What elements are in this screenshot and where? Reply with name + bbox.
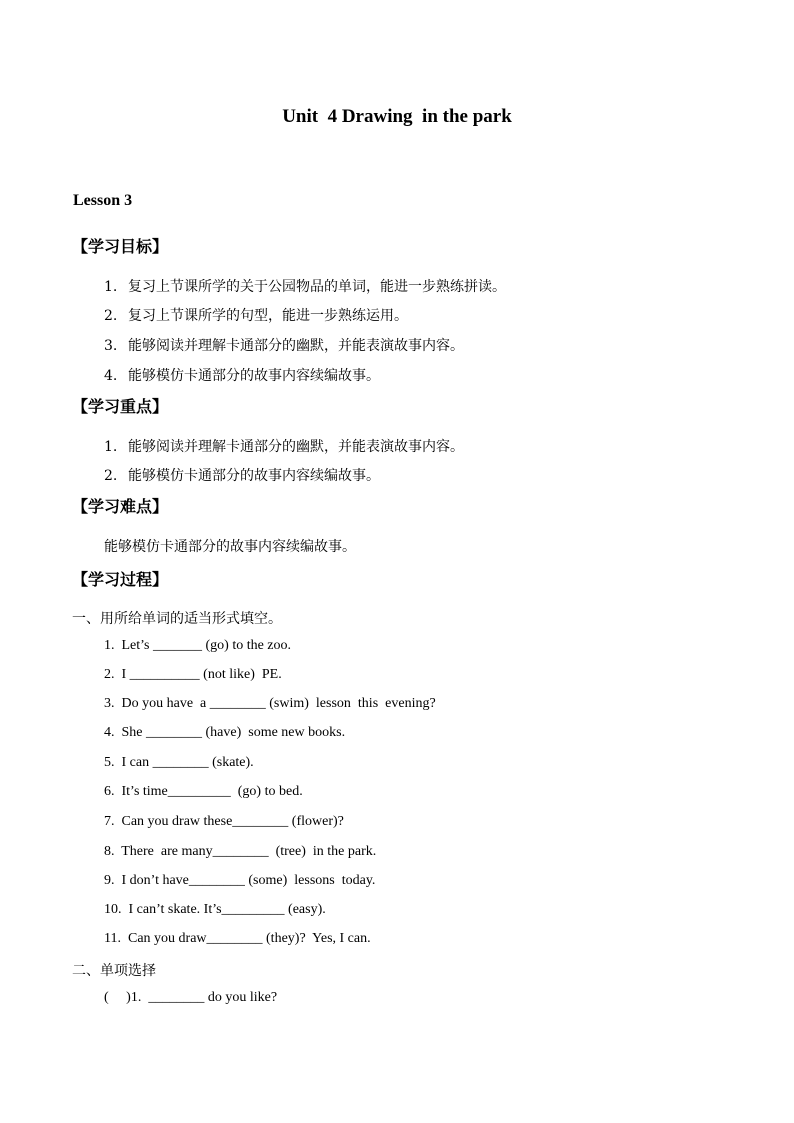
part2-title: 二、单项选择 <box>72 963 156 979</box>
objective-item: 4. 能够模仿卡通部分的故事内容续编故事。 <box>104 368 380 384</box>
objective-item: 2. 复习上节课所学的句型，能进一步熟练运用。 <box>104 308 408 324</box>
fill-blank-question: 5. I can ________ (skate). <box>104 755 254 770</box>
fill-blank-question: 6. It’s time_________ (go) to bed. <box>104 784 303 799</box>
fill-blank-question: 4. She ________ (have) some new books. <box>104 725 346 740</box>
objective-item: 1. 复习上节课所学的关于公园物品的单词，能进一步熟练拼读。 <box>104 279 506 295</box>
page-title: Unit 4 Drawing in the park <box>282 106 512 127</box>
fill-blank-question: 7. Can you draw these________ (flower)? <box>104 814 344 829</box>
fill-blank-question: 9. I don’t have________ (some) lessons today. <box>104 873 376 888</box>
difficulties-heading: 【学习难点】 <box>72 497 169 516</box>
lesson-label: Lesson 3 <box>73 192 133 209</box>
fill-blank-question: 10. I can’t skate. It’s_________ (easy). <box>104 902 326 917</box>
key-points-heading: 【学习重点】 <box>72 397 169 416</box>
fill-blank-question: 3. Do you have a ________ (swim) lesson this evening? <box>104 696 436 711</box>
process-heading: 【学习过程】 <box>72 570 169 589</box>
objective-item: 3. 能够阅读并理解卡通部分的幽默，并能表演故事内容。 <box>104 338 464 354</box>
fill-blank-question: 2. I __________ (not like) PE. <box>104 667 282 682</box>
part1-title: 一、用所给单词的适当形式填空。 <box>72 611 282 627</box>
difficulties-text: 能够模仿卡通部分的故事内容续编故事。 <box>104 539 356 555</box>
fill-blank-question: 8. There are many________ (tree) in the park. <box>104 844 377 859</box>
fill-blank-question: 11. Can you draw________ (they)? Yes, I can. <box>104 931 371 946</box>
fill-blank-question: 1. Let’s _______ (go) to the zoo. <box>104 638 292 653</box>
choice-question: ( )1. ________ do you like? <box>104 990 278 1005</box>
objectives-heading: 【学习目标】 <box>72 237 169 256</box>
key-point-item: 1. 能够阅读并理解卡通部分的幽默，并能表演故事内容。 <box>104 439 464 455</box>
key-point-item: 2. 能够模仿卡通部分的故事内容续编故事。 <box>104 468 380 484</box>
